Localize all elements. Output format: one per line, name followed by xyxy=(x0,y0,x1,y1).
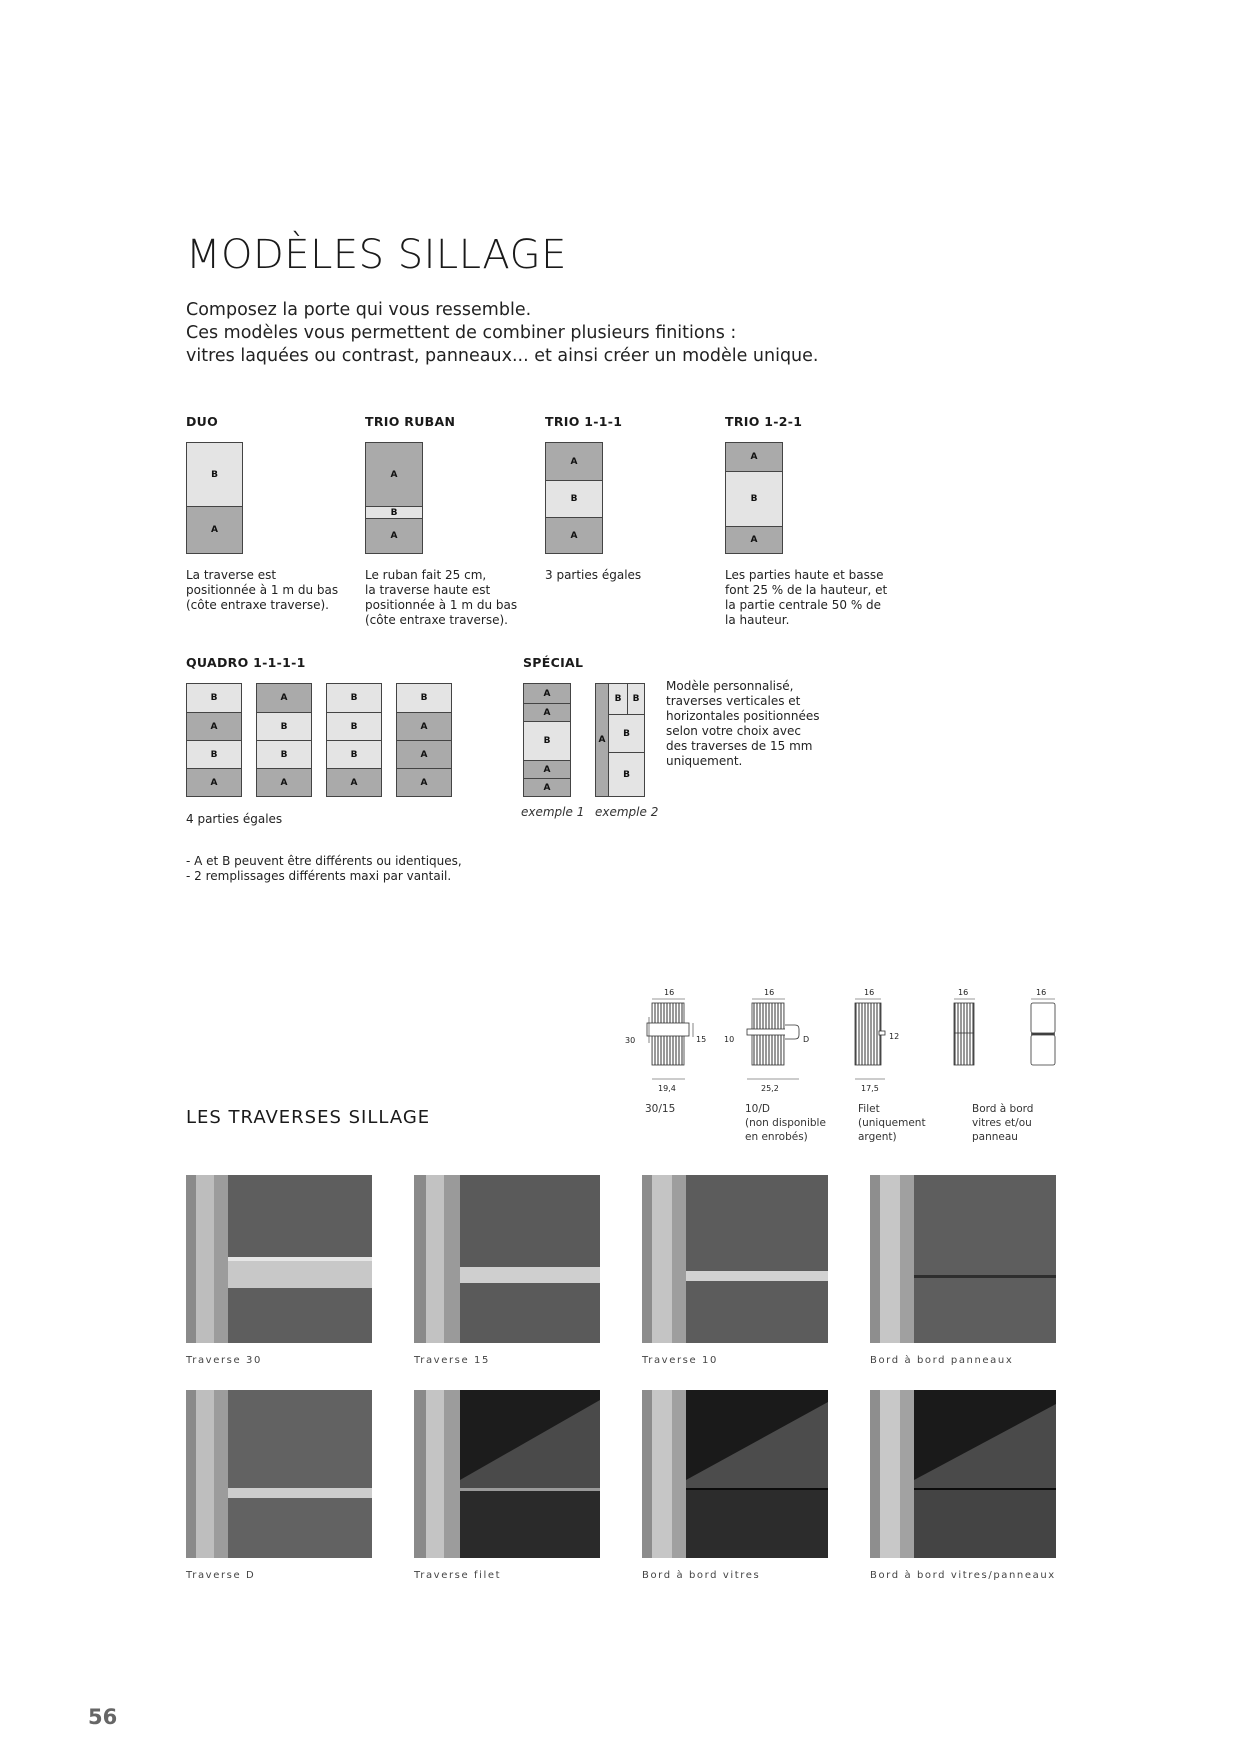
desc-line: la partie centrale 50 % de xyxy=(725,598,882,612)
segment-a: A xyxy=(546,443,602,480)
profile-filet-drawing xyxy=(855,988,899,1093)
dim-top: 16 xyxy=(958,988,969,997)
model-label-trio-121: TRIO 1-2-1 xyxy=(725,414,803,429)
segment-a: A xyxy=(187,712,241,740)
segment-a: A xyxy=(257,768,311,796)
door-diagram-quadro xyxy=(186,683,242,797)
model-label-duo: DUO xyxy=(186,414,219,429)
door-diagram-quadro xyxy=(396,683,452,797)
profile-label-line: argent) xyxy=(858,1131,897,1143)
desc-line: Les parties haute et basse xyxy=(725,568,884,582)
desc-line: positionnée à 1 m du bas xyxy=(365,598,518,612)
profile-label-line: (uniquement xyxy=(858,1117,926,1129)
note-line: - 2 remplissages différents maxi par vantail. xyxy=(186,869,452,883)
dim-top: 16 xyxy=(764,988,775,997)
desc-line: la traverse haute est xyxy=(365,583,491,597)
intro-line: Composez la porte qui vous ressemble. xyxy=(186,300,532,320)
dim-bottom: 17,5 xyxy=(861,1084,879,1093)
section-title-traverses: LES TRAVERSES SILLAGE xyxy=(186,1107,431,1128)
profile-glass-drawing xyxy=(1031,988,1055,1065)
segment-b: B xyxy=(327,712,381,740)
profile-label xyxy=(745,1102,826,1144)
photo-traverse-15 xyxy=(414,1175,600,1343)
desc-line: La traverse est xyxy=(186,568,277,582)
door-diagram-duo xyxy=(186,442,243,554)
profile-bord-a-bord-drawing xyxy=(954,988,975,1065)
door-diagram-quadro xyxy=(326,683,382,797)
notes xyxy=(186,854,462,884)
photo-caption: Traverse filet xyxy=(414,1570,502,1581)
segment-a: A xyxy=(524,684,570,703)
segment-a: A xyxy=(397,740,451,768)
segment-a: A xyxy=(187,506,242,553)
segment-a: A xyxy=(366,518,422,553)
model-desc-quadro: 4 parties égales xyxy=(186,812,283,826)
page-number: 56 xyxy=(88,1705,118,1729)
example-caption: exemple 1 xyxy=(521,805,585,819)
segment-b: B xyxy=(546,480,602,517)
door-diagram-trio-121 xyxy=(725,442,783,554)
photo-traverse-filet xyxy=(414,1390,600,1558)
photo-caption: Bord à bord panneaux xyxy=(870,1355,1014,1366)
profile-label-line: Bord à bord xyxy=(972,1103,1034,1115)
segment-a: A xyxy=(397,712,451,740)
dim-left: 10 xyxy=(724,1035,735,1044)
segment-a: A xyxy=(257,684,311,712)
model-desc-trio-121 xyxy=(725,568,887,628)
segment-b: B xyxy=(187,684,241,712)
segment-a: A xyxy=(524,778,570,796)
segment-b: B xyxy=(257,712,311,740)
segment-a: A xyxy=(726,526,782,553)
segment-a: A xyxy=(524,703,570,721)
photo-caption: Traverse D xyxy=(186,1570,256,1581)
desc-line: positionnée à 1 m du bas xyxy=(186,583,339,597)
profile-30-15-drawing xyxy=(625,988,706,1093)
desc-line: (côte entraxe traverse). xyxy=(186,598,329,612)
profile-10-d-drawing xyxy=(724,988,809,1093)
profile-label-line: Filet xyxy=(858,1103,880,1115)
model-label-trio-ruban: TRIO RUBAN xyxy=(365,414,456,429)
model-desc-duo xyxy=(186,568,338,613)
photo-caption: Traverse 10 xyxy=(642,1355,718,1366)
segment-b: B xyxy=(187,740,241,768)
desc-line: selon votre choix avec xyxy=(666,724,801,738)
segment-b: B xyxy=(627,684,644,714)
photo-caption: Bord à bord vitres/panneaux xyxy=(870,1570,1056,1581)
segment-a: A xyxy=(726,443,782,471)
desc-line: Le ruban fait 25 cm, xyxy=(365,568,487,582)
dim-right: 12 xyxy=(889,1032,900,1041)
segment-b: B xyxy=(327,740,381,768)
photo-caption: Traverse 15 xyxy=(414,1355,490,1366)
desc-line: (côte entraxe traverse). xyxy=(365,613,508,627)
segment-a: A xyxy=(327,768,381,796)
intro-line: vitres laquées ou contrast, panneaux... et ainsi créer un modèle unique. xyxy=(186,346,819,366)
desc-line: la hauteur. xyxy=(725,613,790,627)
door-diagram-special-example-2 xyxy=(595,683,645,797)
desc-line: 3 parties égales xyxy=(545,568,642,582)
profile-label xyxy=(645,1102,675,1116)
model-desc-trio-ruban xyxy=(365,568,517,628)
photo-traverse-10 xyxy=(642,1175,828,1343)
profile-label-line: 30/15 xyxy=(645,1103,676,1115)
desc-line: font 25 % de la hauteur, et xyxy=(725,583,888,597)
profile-label xyxy=(858,1102,926,1144)
desc-line: traverses verticales et xyxy=(666,694,801,708)
segment-b: B xyxy=(366,506,422,518)
photo-traverse-30 xyxy=(186,1175,372,1343)
model-label-trio-111: TRIO 1-1-1 xyxy=(545,414,623,429)
door-diagram-quadro xyxy=(256,683,312,797)
photo-traverse-d xyxy=(186,1390,372,1558)
desc-line: horizontales positionnées xyxy=(666,709,820,723)
model-desc-special xyxy=(666,679,819,769)
intro-line: Ces modèles vous permettent de combiner plusieurs finitions : xyxy=(186,323,737,343)
model-label-special: SPÉCIAL xyxy=(523,655,584,670)
segment-a: A xyxy=(524,760,570,778)
door-diagram-special-example-1 xyxy=(523,683,571,797)
dim-left: 30 xyxy=(625,1036,636,1045)
example-caption: exemple 2 xyxy=(595,805,659,819)
model-desc-trio-111 xyxy=(545,568,641,583)
photo-bord-a-bord-panneaux xyxy=(870,1175,1056,1343)
desc-line: des traverses de 15 mm xyxy=(666,739,813,753)
door-diagram-trio-ruban xyxy=(365,442,423,554)
segment-b: B xyxy=(524,721,570,760)
note-line: - A et B peuvent être différents ou identiques, xyxy=(186,854,462,868)
intro-text xyxy=(186,299,818,368)
segment-a: A xyxy=(366,443,422,506)
dim-right: 15 xyxy=(696,1035,707,1044)
desc-line: Modèle personnalisé, xyxy=(666,679,794,693)
dim-bottom: 19,4 xyxy=(658,1084,676,1093)
dim-bottom: 25,2 xyxy=(761,1084,779,1093)
photo-bord-a-bord-vitres xyxy=(642,1390,828,1558)
door-diagram-trio-111 xyxy=(545,442,603,554)
segment-a: A xyxy=(546,517,602,553)
profile-label-line: en enrobés) xyxy=(745,1131,808,1143)
segment-b: B xyxy=(608,752,644,796)
segment-b: B xyxy=(397,684,451,712)
profile-label xyxy=(972,1102,1033,1144)
segment-b: B xyxy=(187,443,242,506)
segment-a: A xyxy=(397,768,451,796)
page-title: MODÈLES SILLAGE xyxy=(186,232,567,278)
dim-top: 16 xyxy=(664,988,675,997)
photo-bord-a-bord-vitres-panneaux xyxy=(870,1390,1056,1558)
dim-top: 16 xyxy=(1036,988,1047,997)
profile-label-line: (non disponible xyxy=(745,1117,826,1129)
dim-right: D xyxy=(803,1035,810,1044)
segment-a: A xyxy=(187,768,241,796)
segment-b: B xyxy=(726,471,782,526)
desc-line: uniquement. xyxy=(666,754,743,768)
segment-b: B xyxy=(327,684,381,712)
profile-label-line: panneau xyxy=(972,1131,1018,1143)
segment-b: B xyxy=(608,714,644,752)
profile-label-line: vitres et/ou xyxy=(972,1117,1032,1129)
model-label-quadro: QUADRO 1-1-1-1 xyxy=(186,655,306,670)
traverse-profile-drawings xyxy=(615,985,1065,1095)
profile-label-line: 10/D xyxy=(745,1103,770,1115)
segment-b: B xyxy=(608,684,627,714)
photo-caption: Bord à bord vitres xyxy=(642,1570,761,1581)
dim-top: 16 xyxy=(864,988,875,997)
segment-a: A xyxy=(596,684,608,796)
photo-caption: Traverse 30 xyxy=(186,1355,262,1366)
segment-b: B xyxy=(257,740,311,768)
